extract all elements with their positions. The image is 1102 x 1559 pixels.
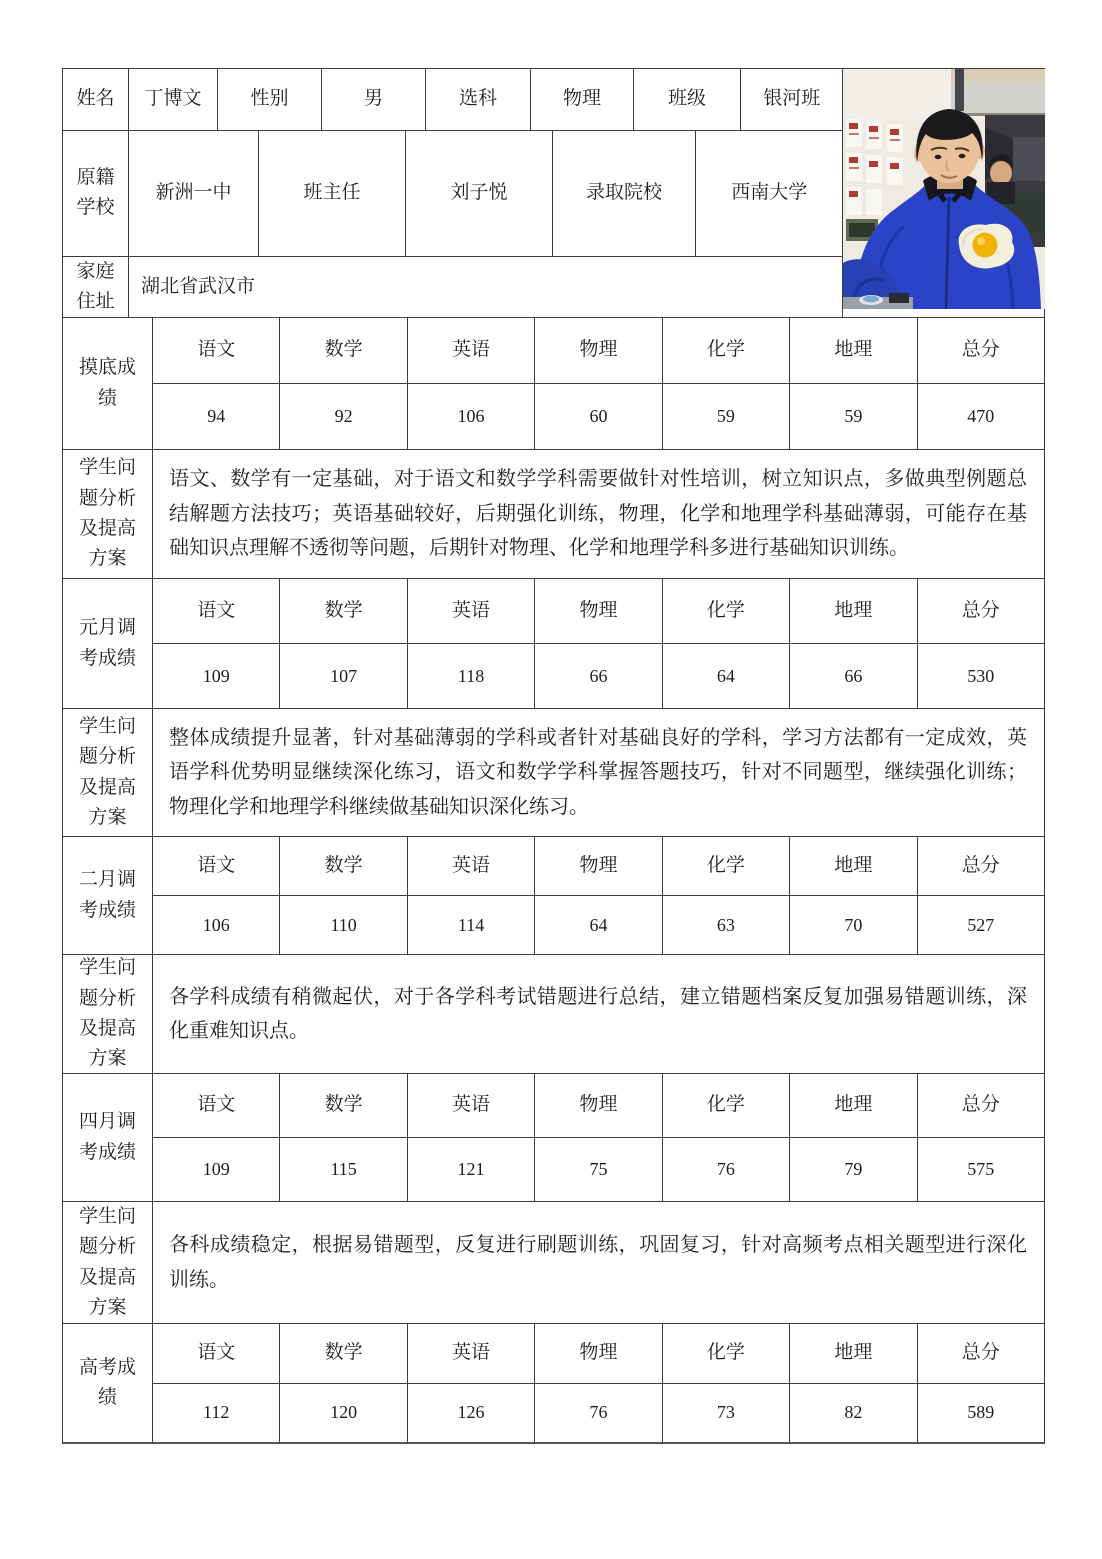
score-cell: 66 <box>535 644 662 708</box>
analysis-text-cell <box>153 955 1044 1073</box>
score-cell: 70 <box>790 896 917 954</box>
subject-header-row <box>153 318 1044 384</box>
score-cell: 63 <box>663 896 790 954</box>
info-row-1 <box>63 69 842 131</box>
score-cell: 106 <box>408 384 535 449</box>
january-section-label: 元月调考成绩 <box>63 579 153 708</box>
score-cell: 59 <box>663 384 790 449</box>
analysis-text: 整体成绩提升显著，针对基础薄弱的学科或者针对基础良好的学科，学习方法都有一定成效，英语学科优势明显继续深化练习，语文和数学学科掌握答题技巧，针对不同题型，继续强化训练；物理化学和地理学科继续做基础知识深化练习。 <box>169 726 1027 818</box>
subject-header: 数学 <box>280 318 407 383</box>
info-row-3 <box>63 257 842 317</box>
score-cell: 107 <box>280 644 407 708</box>
analysis-section-label: 学生问题分析及提高方案 <box>63 955 153 1073</box>
address-label-cell: 家庭住址 <box>63 257 129 317</box>
student-photo-illustration <box>843 69 1045 309</box>
subject-header: 英语 <box>408 579 535 643</box>
score-cell: 589 <box>967 1402 995 1423</box>
analysis-section-4 <box>63 1202 1044 1324</box>
subject-header: 物理 <box>535 579 662 643</box>
origin-school-label-cell: 原籍学校 <box>63 131 129 256</box>
analysis-section-label: 学生问题分析及提高方案 <box>63 1202 153 1323</box>
subject-header: 数学 <box>280 1324 407 1383</box>
subject-header-row <box>153 1324 1044 1384</box>
head-teacher-value-cell: 刘子悦 <box>406 131 553 256</box>
score-cell: 92 <box>280 384 407 449</box>
subject-header: 语文 <box>153 579 280 643</box>
score-cell: 60 <box>535 384 662 449</box>
score-value-row <box>153 1384 1044 1443</box>
class-label-cell: 班级 <box>634 69 741 130</box>
subject-header: 地理 <box>790 1324 917 1383</box>
subject-header: 化学 <box>663 1074 790 1137</box>
score-cell: 110 <box>280 896 407 954</box>
subject-header: 数学 <box>280 579 407 643</box>
subject-header: 英语 <box>408 1074 535 1137</box>
gaokao-score-section <box>63 1324 1044 1442</box>
elective-label-cell: 选科 <box>426 69 531 130</box>
score-cell: 470 <box>967 406 995 427</box>
score-cell: 530 <box>967 665 995 686</box>
score-cell: 76 <box>663 1138 790 1201</box>
pole-shape <box>955 69 964 111</box>
subject-header-row <box>153 1074 1044 1138</box>
score-cell: 120 <box>280 1384 407 1443</box>
analysis-section-2 <box>63 709 1044 837</box>
name-value-cell: 丁博文 <box>129 69 218 130</box>
score-cell: 575 <box>967 1159 995 1180</box>
score-cell: 527 <box>967 914 995 935</box>
score-cell: 94 <box>153 384 280 449</box>
fried-egg-patch <box>959 224 1015 269</box>
subject-header: 英语 <box>408 318 535 383</box>
score-cell: 109 <box>153 1138 280 1201</box>
info-row-2 <box>63 131 842 257</box>
score-cell: 79 <box>790 1138 917 1201</box>
analysis-section-3 <box>63 955 1044 1074</box>
analysis-text-cell <box>153 709 1044 836</box>
score-cell: 112 <box>153 1384 280 1443</box>
address-value-cell: 湖北省武汉市 <box>141 275 256 297</box>
subject-header: 地理 <box>790 1074 917 1137</box>
score-cell: 121 <box>408 1138 535 1201</box>
subject-header-row <box>153 579 1044 644</box>
subject-header: 化学 <box>663 579 790 643</box>
february-score-section <box>63 837 1044 955</box>
analysis-section-1 <box>63 450 1044 579</box>
february-section-label: 二月调考成绩 <box>63 837 153 954</box>
subject-header: 总分 <box>961 1342 1000 1364</box>
subject-header: 总分 <box>961 339 1000 361</box>
class-value-cell: 银河班 <box>763 88 821 110</box>
score-cell: 64 <box>535 896 662 954</box>
score-cell: 106 <box>153 896 280 954</box>
score-cell: 118 <box>408 644 535 708</box>
name-label-cell: 姓名 <box>63 69 129 130</box>
score-cell: 76 <box>535 1384 662 1443</box>
subject-header: 语文 <box>153 318 280 383</box>
subject-header: 数学 <box>280 837 407 895</box>
score-cell: 66 <box>790 644 917 708</box>
score-cell: 126 <box>408 1384 535 1443</box>
analysis-section-label: 学生问题分析及提高方案 <box>63 450 153 578</box>
score-cell: 73 <box>663 1384 790 1443</box>
score-cell: 75 <box>535 1138 662 1201</box>
subject-header: 物理 <box>535 1074 662 1137</box>
gaokao-section-label: 高考成绩 <box>63 1324 153 1442</box>
april-score-section <box>63 1074 1044 1202</box>
score-cell: 64 <box>663 644 790 708</box>
subject-header: 化学 <box>663 837 790 895</box>
score-cell: 109 <box>153 644 280 708</box>
head-teacher-label-cell: 班主任 <box>259 131 406 256</box>
subject-header: 语文 <box>153 837 280 895</box>
score-cell: 82 <box>790 1384 917 1443</box>
subject-header: 物理 <box>535 837 662 895</box>
analysis-text: 语文、数学有一定基础，对于语文和数学学科需要做针对性培训，树立知识点，多做典型例题总结解题方法技巧；英语基础较好，后期强化训练，物理，化学和地理学科基础薄弱，可能存在基础知识点理解不透彻等问题，后期针对物理、化学和地理学科多进行基础知识训练。 <box>169 468 1027 560</box>
admission-label-cell: 录取院校 <box>553 131 696 256</box>
subject-header: 数学 <box>280 1074 407 1137</box>
analysis-text: 各科成绩稳定，根据易错题型，反复进行刷题训练，巩固复习，针对高频考点相关题型进行深化训练。 <box>169 1234 1027 1291</box>
subject-header: 化学 <box>663 1324 790 1383</box>
subject-header: 英语 <box>408 1324 535 1383</box>
score-value-row <box>153 644 1044 708</box>
info-grid <box>63 69 842 317</box>
gender-label-cell: 性别 <box>218 69 322 130</box>
april-section-label: 四月调考成绩 <box>63 1074 153 1201</box>
subject-header: 总分 <box>961 854 1000 876</box>
student-record-table <box>62 68 1045 1444</box>
subject-header: 地理 <box>790 579 917 643</box>
analysis-text-cell <box>153 1202 1044 1323</box>
subject-header: 语文 <box>153 1074 280 1137</box>
subject-header: 地理 <box>790 837 917 895</box>
score-cell: 114 <box>408 896 535 954</box>
score-value-row <box>153 1138 1044 1201</box>
score-cell: 115 <box>280 1138 407 1201</box>
score-value-row <box>153 896 1044 954</box>
score-value-row <box>153 384 1044 449</box>
subject-header: 物理 <box>535 1324 662 1383</box>
elective-value-cell: 物理 <box>531 69 634 130</box>
subject-header: 地理 <box>790 318 917 383</box>
admission-value-cell: 西南大学 <box>731 182 808 204</box>
benchmark-section-label: 摸底成绩 <box>63 318 153 449</box>
subject-header-row <box>153 837 1044 896</box>
analysis-text-cell <box>153 450 1044 578</box>
subject-header: 物理 <box>535 318 662 383</box>
january-score-section <box>63 579 1044 709</box>
student-photo <box>843 69 1045 309</box>
gender-value-cell: 男 <box>322 69 426 130</box>
analysis-section-label: 学生问题分析及提高方案 <box>63 709 153 836</box>
score-cell: 59 <box>790 384 917 449</box>
subject-header: 总分 <box>961 599 1000 621</box>
subject-header: 英语 <box>408 837 535 895</box>
subject-header: 总分 <box>961 1094 1000 1116</box>
subject-header: 化学 <box>663 318 790 383</box>
benchmark-score-section <box>63 318 1044 450</box>
origin-school-value-cell: 新洲一中 <box>129 131 259 256</box>
photo-cell <box>842 69 1044 317</box>
subject-header: 语文 <box>153 1324 280 1383</box>
analysis-text: 各学科成绩有稍微起伏，对于各学科考试错题进行总结，建立错题档案反复加强易错题训练，深化重难知识点。 <box>169 985 1027 1042</box>
info-band <box>63 69 1044 318</box>
